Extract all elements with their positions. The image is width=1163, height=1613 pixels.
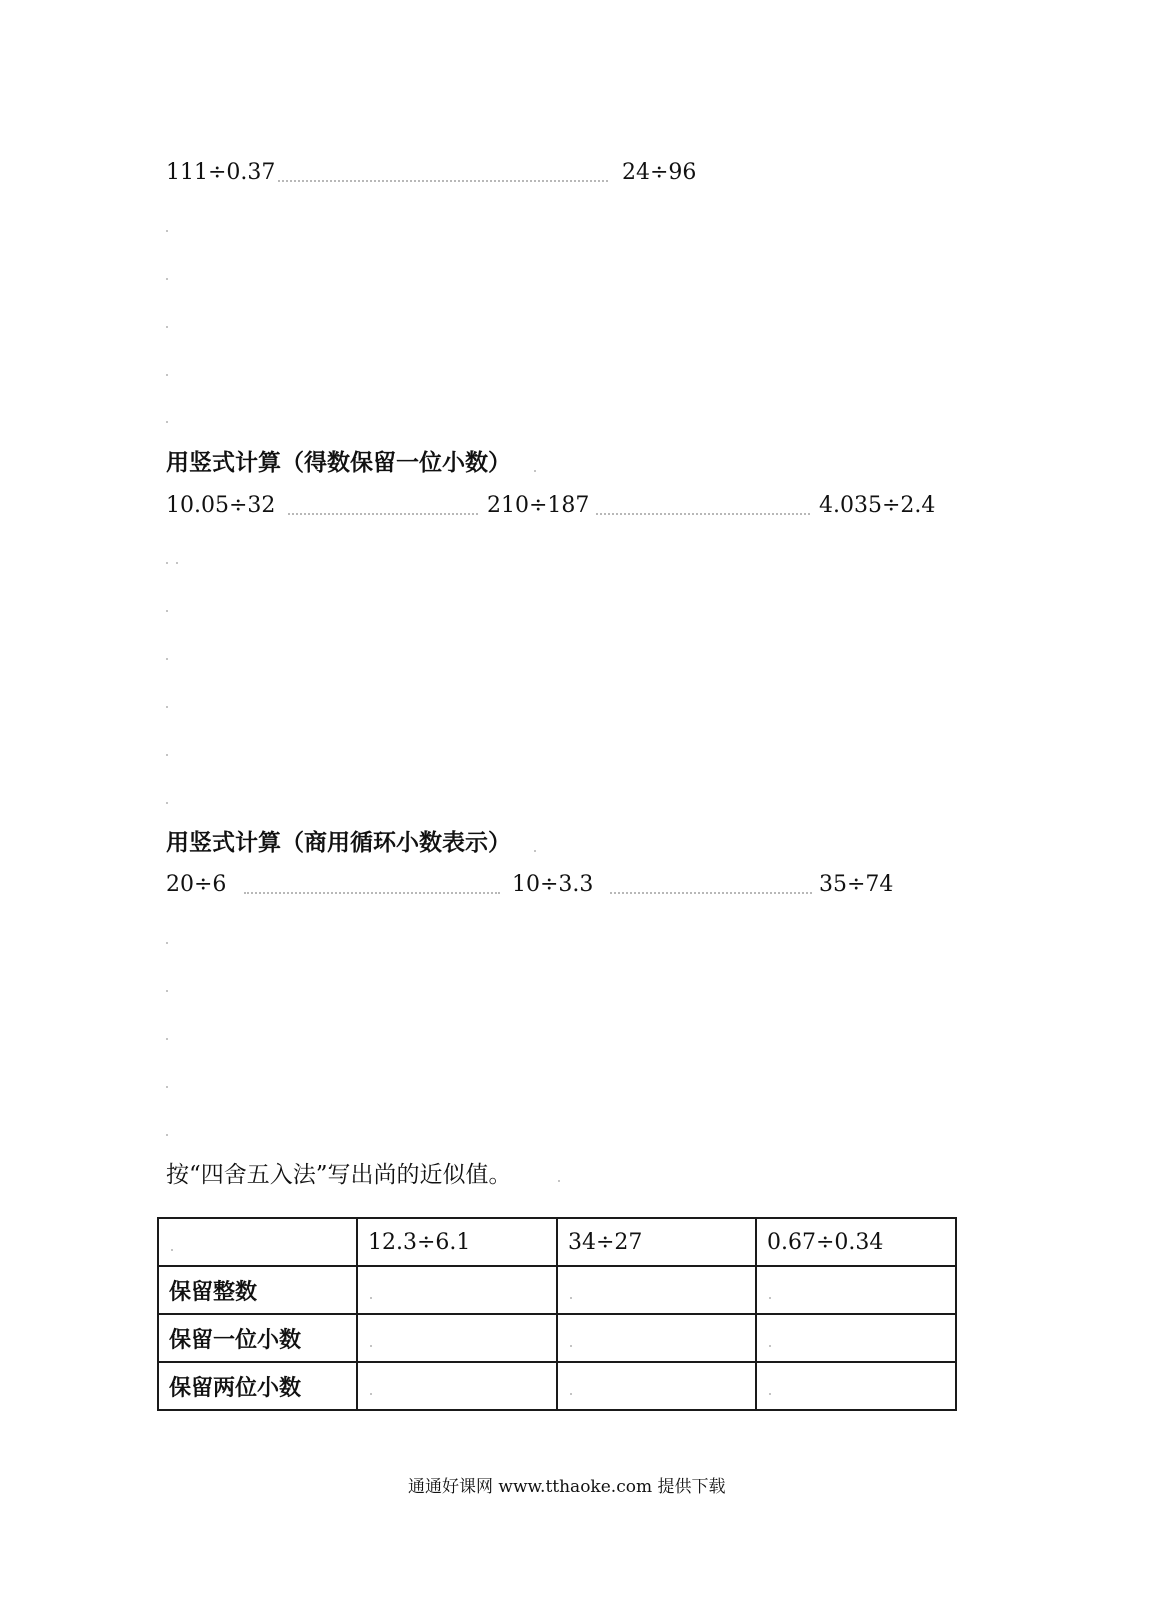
work-space-mark (166, 990, 168, 992)
work-space-mark (166, 754, 168, 756)
work-space-mark (166, 230, 168, 232)
table-header-row (158, 1218, 956, 1266)
dotted-leader (288, 513, 478, 515)
answer-cell[interactable] (557, 1362, 756, 1410)
work-space-mark (166, 374, 168, 376)
section-2-heading: 用竖式计算（得数保留一位小数） (166, 449, 511, 476)
answer-cell[interactable] (357, 1266, 557, 1314)
work-space-mark (166, 1038, 168, 1040)
problem-2-1: 10.05÷32 (166, 493, 276, 518)
table-row (158, 1314, 956, 1362)
answer-cell[interactable] (357, 1362, 557, 1410)
work-space-mark (166, 278, 168, 280)
dotted-leader (244, 892, 500, 894)
work-space-mark (176, 562, 178, 564)
row-label: 保留整数 (158, 1266, 357, 1314)
page-footer: 通通好课网 www.tthaoke.com 提供下载 (408, 1477, 726, 1497)
section-3-heading: 用竖式计算（商用循环小数表示） (166, 829, 511, 856)
dotted-leader (596, 513, 810, 515)
table-row (158, 1362, 956, 1410)
problem-3-2: 10÷3.3 (512, 872, 594, 897)
work-space-mark (166, 610, 168, 612)
work-space-mark (166, 706, 168, 708)
heading-end-mark (534, 850, 536, 852)
table-row (158, 1266, 956, 1314)
work-space-mark (166, 326, 168, 328)
dotted-leader (278, 180, 608, 182)
dotted-leader (610, 892, 812, 894)
work-space-mark (166, 942, 168, 944)
row-label: 保留一位小数 (158, 1314, 357, 1362)
approximation-table (157, 1217, 957, 1411)
answer-cell[interactable] (557, 1266, 756, 1314)
work-space-mark (166, 421, 168, 423)
work-space-mark (166, 802, 168, 804)
table-header-cell: 34÷27 (557, 1218, 756, 1266)
answer-cell[interactable] (557, 1314, 756, 1362)
problem-3-1: 20÷6 (166, 872, 227, 897)
problem-2-3: 4.035÷2.4 (819, 493, 936, 518)
problem-1-2: 24÷96 (622, 160, 697, 185)
work-space-mark (166, 1134, 168, 1136)
section-4-heading: 按“四舍五入法”写出尚的近似值。 (166, 1162, 512, 1188)
answer-cell[interactable] (756, 1266, 956, 1314)
table-header-cell: 12.3÷6.1 (357, 1218, 557, 1266)
problem-2-2: 210÷187 (487, 493, 590, 518)
table-corner-cell (158, 1218, 357, 1266)
work-space-mark (166, 562, 168, 564)
work-space-mark (166, 1086, 168, 1088)
work-space-mark (166, 658, 168, 660)
problem-3-3: 35÷74 (819, 872, 894, 897)
heading-end-mark (558, 1180, 560, 1182)
table-header-cell: 0.67÷0.34 (756, 1218, 956, 1266)
answer-cell[interactable] (756, 1314, 956, 1362)
row-label: 保留两位小数 (158, 1362, 357, 1410)
problem-1-1: 111÷0.37 (166, 160, 276, 185)
answer-cell[interactable] (357, 1314, 557, 1362)
answer-cell[interactable] (756, 1362, 956, 1410)
heading-end-mark (534, 470, 536, 472)
